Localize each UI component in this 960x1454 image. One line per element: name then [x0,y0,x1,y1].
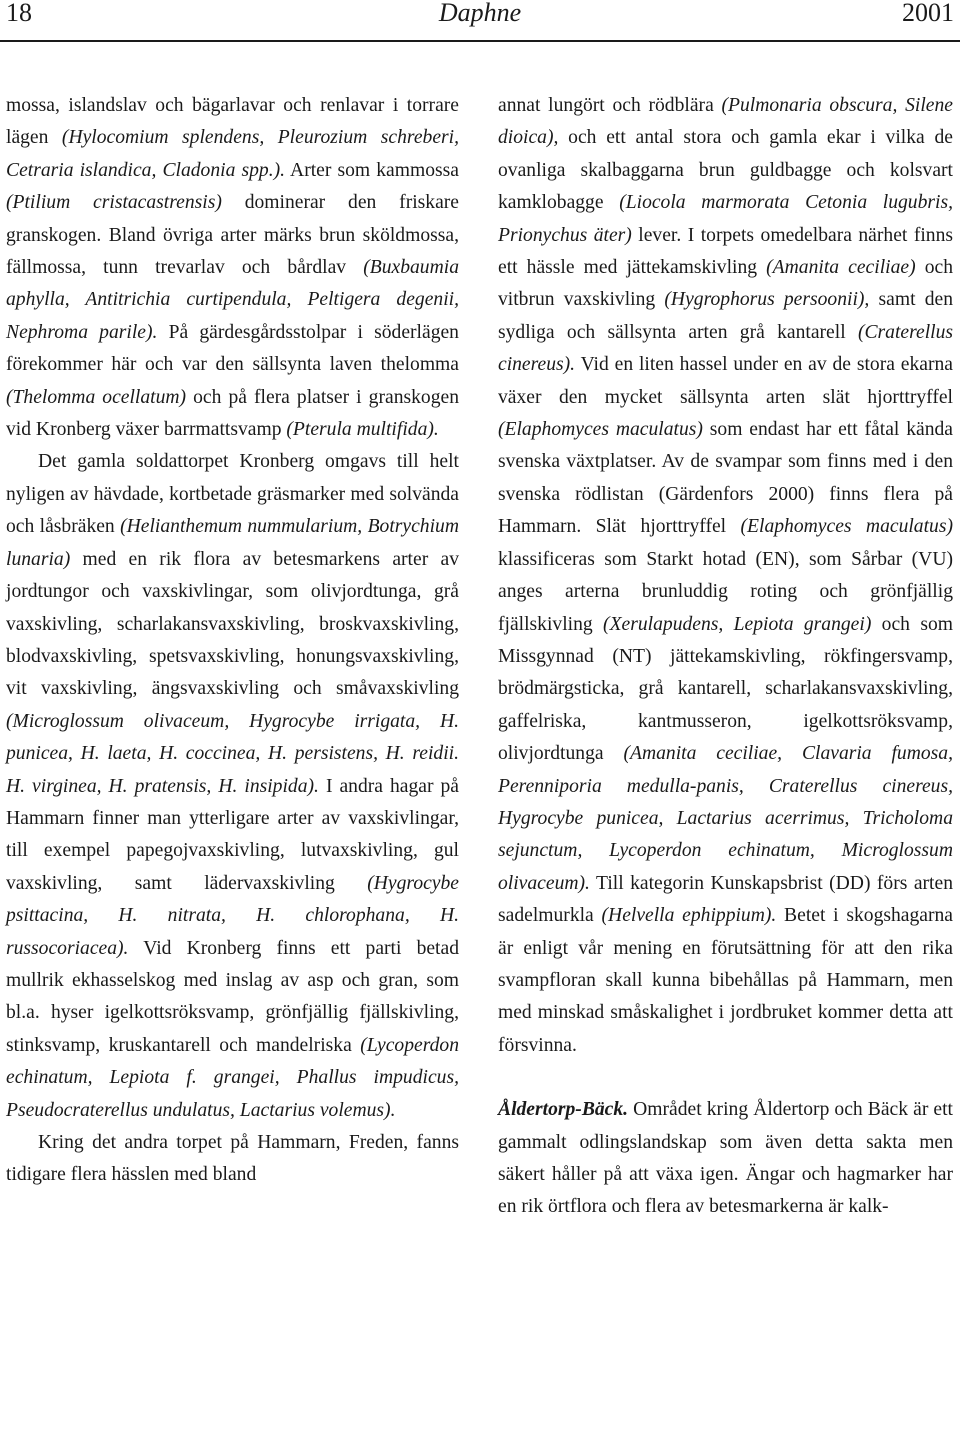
species-name: (Hygrophorus persoonii), [664,289,870,311]
species-name: (Helvella ephippium). [601,905,777,927]
text-run: och på flera platser i granskogen vid Kronberg växer barrmattsvamp [6,386,459,441]
text-run: med en rik flora av betesmarkens arter av jordtungor och vaxskivlingar, som olivjordtunga, grå vaxskivling, scharlakansvaxskivling, broskvaxskivling, blodvaxskivling, spetsvaxskivling, honungsvaxskivling, vit vaxskivling, ängsvaxskivling och småvaxskivling [6,548,459,700]
text-run: dominerar den friskare granskogen. Bland övriga arter märks brun sköldmossa, fällmossa, tunn trevarlav och bårdlav [6,192,459,279]
species-name: (Amanita ceciliae, Clavaria fumosa, Perenniporia medulla-panis, Craterellus cinereus, Hygrocybe punicea, Lactarius acerrimus, Tricholoma sejunctum, Lycoperdon echinatum, Microglossum olivaceum). [498,743,953,894]
text-run: Kring det andra torpet på Hammarn, Freden, fanns tidigare flera hässlen med bland [6,1132,459,1186]
species-name: (Lycoperdon echinatum, Lepiota f. grangei, Phallus impudicus, Pseudocraterellus undulatus, Lactarius volemus). [6,1034,459,1121]
text-run: samt den sydliga och sällsynta arten grå kantarell [498,289,953,343]
species-name: (Ptilium cristacastrensis) [6,192,222,214]
text-run: som endast har ett fåtal kända svenska växtplatser. Av de svampar som finns med i den svenska rödlistan (Gärdenfors 2000) finns flera på Hammarn. Slät hjorttryffel [498,419,953,538]
paragraph [6,90,459,446]
text-run: Till kategorin Kunskapsbrist (DD) förs arten sadelmurkla [498,872,953,927]
header-rule [0,40,960,42]
species-name: (Hygrocybe psittacina, H. nitrata, H. chlorophana, H. russocoriacea). [6,872,459,959]
page-header [0,0,960,40]
left-column [6,90,459,1192]
text-run: och som Missgynnad (NT) jättekamskivling, rökfingersvamp, brödmärgsticka, grå kantarell, scharlakansvaxskivling, gaffelriska, kantmusseron, igelkottsröksvamp, olivjordtunga [498,613,953,765]
species-name: (Elaphomyces maculatus) [740,516,953,538]
text-run: Betet i skogshagarna är enligt vår mening en förutsättning för att den rika svampfloran skall kunna bibehållas på Hammarn, men med minskad småskalighet i jordbruket kommer detta att försvinna. [498,905,953,1056]
species-name: (Xerulapudens, Lepiota grangei) [603,613,872,635]
section-heading: Åldertorp-Bäck. [498,1099,629,1121]
species-name: (Elaphomyces maculatus) [498,419,703,441]
publication-year: 2001 [902,0,954,27]
page-number: 18 [6,0,32,27]
text-run: Området kring Åldertorp och Bäck är ett gammalt odlingslandskap som även detta sakta men säkert håller på att växa igen. Ängar och hagmarker har en rik örtflora och flera av betesmarkerna är kalk- [498,1099,953,1218]
section-paragraph [498,1094,953,1224]
text-run: annat lungört och rödblära [498,95,722,116]
paragraph [6,1127,459,1192]
text-run: Det gamla soldattorpet Kronberg omgavs till helt nyligen av hävdade, kortbetade gräsmarker med solvända och låsbräken [6,451,459,538]
species-name: (Craterellus cinereus). [498,321,953,376]
species-name: (Liocola marmorata Cetonia lugubris, Prionychus äter) [498,192,953,246]
species-name: (Helianthemum nummularium, Botrychium lunaria) [6,516,459,570]
species-name: (Hylocomium splendens, Pleurozium schreberi, Cetraria islandica, Cladonia spp.). [6,127,459,181]
text-run: På gärdesgårdsstolpar i söderlägen förekommer här och var den sällsynta laven thelomma [6,321,459,376]
text-run: Arter som kammossa [285,159,459,181]
text-run: och ett antal stora och gamla ekar i vilka de ovanliga skalbaggarna brun guldbagge och kolsvart kamklobagge [498,127,953,214]
species-name: (Amanita ceciliae) [766,257,916,279]
text-run: Vid en liten hassel under en av de stora ekarna växer den mycket sällsynta arten slät hjorttryffel [498,354,953,408]
species-name: (Thelomma ocellatum) [6,386,187,408]
paragraph [6,446,459,1127]
text-run: klassificeras som Starkt hotad (EN), som Sårbar (VU) anges arterna brunluddig roting och grönfjällig fjällskivling [498,548,953,635]
text-run: Vid Kronberg finns ett parti betad mullrik ekhasselskog med inslag av asp och gran, som bl.a. hyser igelkottsröksvamp, grönfjällig fjällskivling, stinksvamp, kruskantarell och mandelriska [6,937,459,1056]
paragraph [498,90,953,1062]
text-run: och vitbrun vaxskivling [498,257,953,311]
text-run: I andra hagar på Hammarn finner man ytterligare arter av vaxskivlingar, till exempel papegojvaxskivling, lutvaxskivling, gul vaxskivling, samt lädervaxskivling [6,775,460,894]
journal-title: Daphne [438,0,522,27]
species-name: (Microglossum olivaceum, Hygrocybe irrigata, H. punicea, H. laeta, H. coccinea, H. persistens, H. reidii. H. virginea, H. pratensis, H. insipida). [6,710,459,797]
species-name: (Pulmonaria obscura, Silene dioica), [498,95,953,149]
text-run: lever. I torpets omedelbara närhet finns ett hässle med jättekamskivling [498,224,954,279]
species-name: (Buxbaumia aphylla, Antitrichia curtipendula, Peltigera degenii, Nephroma parile). [6,257,459,343]
right-column [498,90,953,1224]
text-run: mossa, islandslav och bägarlavar och renlavar i torrare lägen [6,95,459,149]
species-name: (Pterula multifida). [286,419,439,441]
